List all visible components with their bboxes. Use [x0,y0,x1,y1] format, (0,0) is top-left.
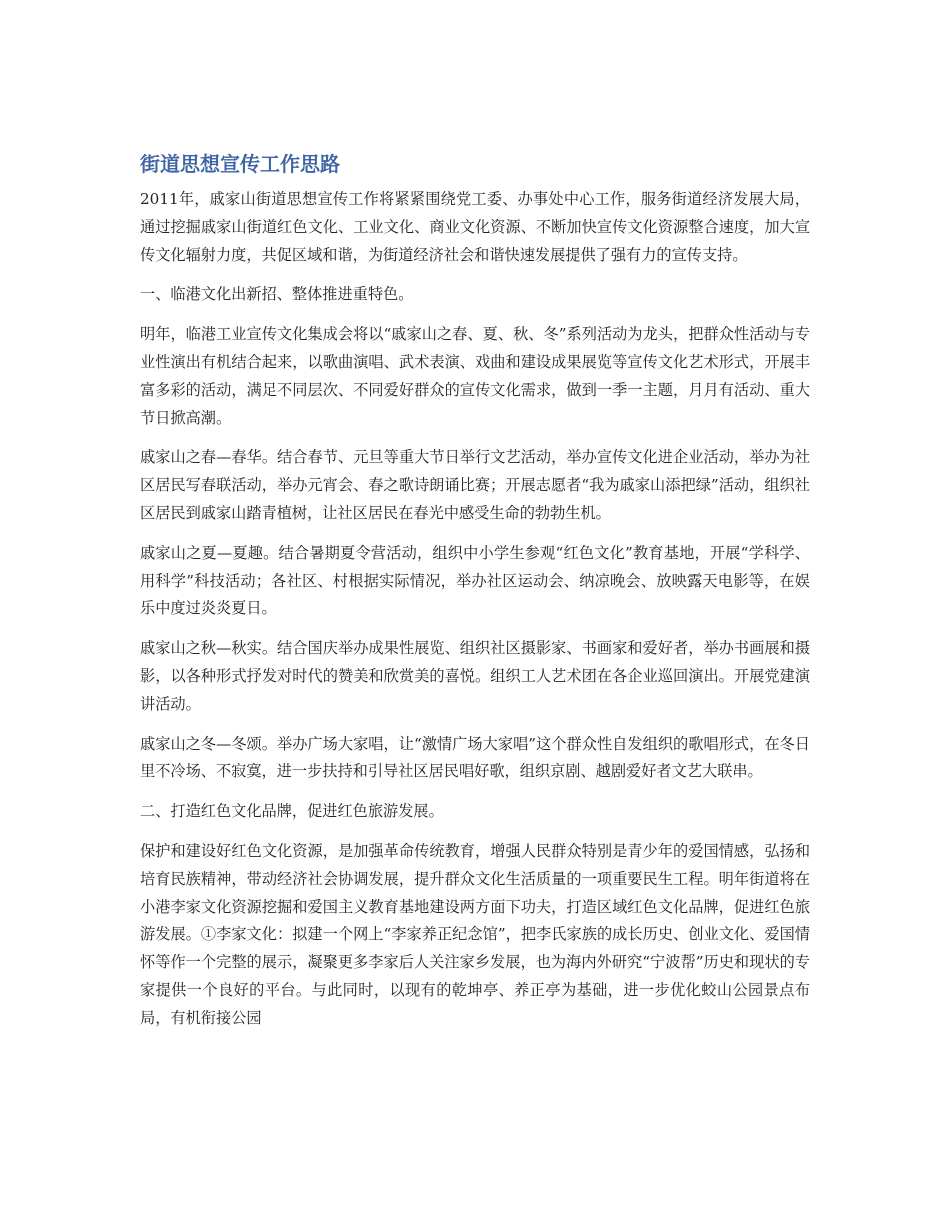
paragraph-spring: 戚家山之春—春华。结合春节、元旦等重大节日举行文艺活动，举办宣传文化进企业活动，举办为社区居民写春联活动，举办元宵会、春之歌诗朗诵比赛；开展志愿者“我为戚家山添把绿”活动，组织社区居民到戚家山踏青植树，让社区居民在春光中感受生命的勃勃生机。 [140,448,810,522]
paragraph-autumn: 戚家山之秋—秋实。结合国庆举办成果性展览、组织社区摄影家、书画家和爱好者，举办书画展和摄影，以各种形式抒发对时代的赞美和欣赏美的喜悦。组织工人艺术团在各企业巡回演出。开展党建演讲活动。 [140,639,810,713]
paragraph-winter: 戚家山之冬—冬颂。举办广场大家唱，让“激情广场大家唱”这个群众性自发组织的歌唱形式，在冬日里不冷场、不寂寞，进一步扶持和引导社区居民唱好歌，组织京剧、越剧爱好者文艺大联串。 [140,734,810,781]
section-heading-2: 二、打造红色文化品牌，促进红色旅游发展。 [140,802,444,821]
paragraph-summer: 戚家山之夏—夏趣。结合暑期夏令营活动，组织中小学生参观“红色文化”教育基地，开展“学科学、用科学”科技活动；各社区、村根据实际情况，举办社区运动会、纳凉晚会、放映露天电影等，在娱乐中度过炎炎夏日。 [140,543,810,618]
section-heading-1: 一、临港文化出新招、整体推进重特色。 [140,285,414,304]
paragraph-red-culture: 保护和建设好红色文化资源，是加强革命传统教育，增强人民群众特别是青少年的爱国情感，弘扬和培育民族精神，带动经济社会协调发展，提升群众文化生活质量的一项重要民生工程。明年街道将在小港李家文化资源挖掘和爱国主义教育基地建设两方面下功夫，打造区域红色文化品牌，促进红色旅游发展。①李家文化：拟建一个网上“李家养正纪念馆”，把李氏家族的成长历史、创业文化、爱国情怀等作一个完整的展示，凝聚更多李家后人关注家乡发展，也为海内外研究“宁波帮”历史和现状的专家提供一个良好的平台。与此同时，以现有的乾坤亭、养正亭为基础，进一步优化蛟山公园景点布局，有机衔接公园 [140,841,810,1027]
document-title: 街道思想宣传工作思路 [140,152,340,176]
paragraph-lingang-culture: 明年，临港工业宣传文化集成会将以“戚家山之春、夏、秋、冬”系列活动为龙头，把群众性活动与专业性演出有机结合起来，以歌曲演唱、武术表演、戏曲和建设成果展览等宣传文化艺术形式，开展丰富多彩的活动，满足不同层次、不同爱好群众的宣传文化需求，做到一季一主题，月月有活动、重大节日掀高潮。 [140,325,810,427]
paragraph-intro: 2011年，戚家山街道思想宣传工作将紧紧围绕党工委、办事处中心工作，服务街道经济发展大局，通过挖掘戚家山街道红色文化、工业文化、商业文化资源、不断加快宣传文化资源整合速度，加大宣传文化辐射力度，共促区域和谐，为街道经济社会和谐快速发展提供了强有力的宣传支持。 [140,190,810,264]
document-page [140,148,810,1045]
